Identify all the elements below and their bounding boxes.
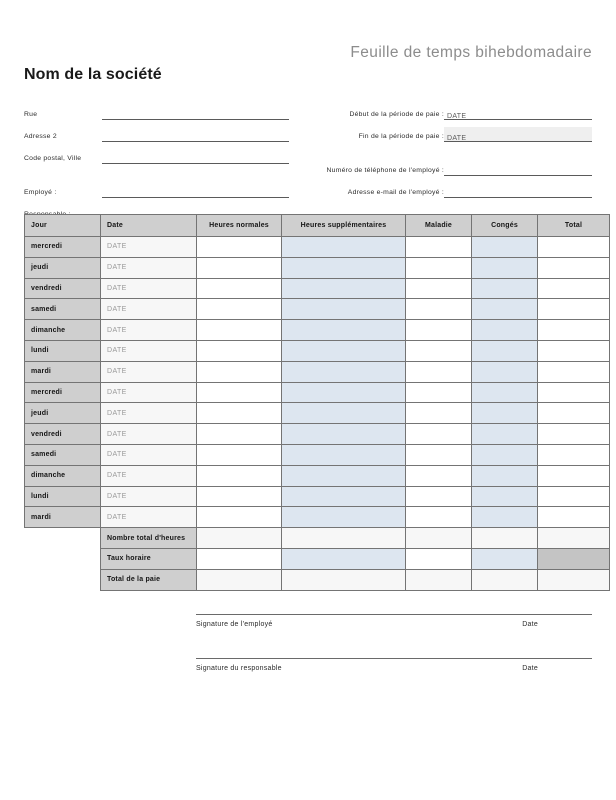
field-value-fin-periode-paie: DATE <box>447 135 467 142</box>
field-rue[interactable] <box>24 98 289 120</box>
cell-day: mardi <box>25 507 101 528</box>
cell-maladie[interactable] <box>406 340 472 361</box>
cell-heures-supplementaires[interactable] <box>282 278 406 299</box>
table-row <box>25 507 610 528</box>
summary-cell-conges[interactable] <box>472 528 538 549</box>
field-value-rue <box>102 113 105 121</box>
cell-total[interactable] <box>538 361 610 382</box>
cell-heures-supplementaires[interactable] <box>282 465 406 486</box>
table-row <box>25 465 610 486</box>
cell-date[interactable]: DATE <box>101 237 197 258</box>
summary-cell-maladie[interactable] <box>406 548 472 569</box>
page-title: Feuille de temps bihebdomadaire <box>350 44 592 61</box>
cell-date[interactable]: DATE <box>101 444 197 465</box>
cell-date[interactable]: DATE <box>101 382 197 403</box>
col-header-heures-supplementaires: Heures supplémentaires <box>282 215 406 237</box>
field-debut-periode-paie[interactable] <box>296 98 592 120</box>
cell-day: lundi <box>25 486 101 507</box>
cell-day: vendredi <box>25 278 101 299</box>
cell-maladie[interactable] <box>406 299 472 320</box>
cell-conges[interactable] <box>472 320 538 341</box>
field-value-code-postal-ville <box>102 157 105 165</box>
cell-conges[interactable] <box>472 444 538 465</box>
field-label-adresse2: Adresse 2 <box>24 133 57 140</box>
field-input-employe[interactable] <box>102 183 289 198</box>
field-email-employe[interactable] <box>296 176 592 198</box>
summary-spacer-cell <box>25 528 101 549</box>
cell-conges[interactable] <box>472 237 538 258</box>
cell-heures-supplementaires[interactable] <box>282 424 406 445</box>
cell-day: lundi <box>25 340 101 361</box>
signature-manager-texts <box>196 659 592 672</box>
table-row <box>25 299 610 320</box>
signature-employee-date-label: Date <box>522 621 538 628</box>
cell-heures-normales[interactable] <box>197 507 282 528</box>
field-telephone-employe[interactable] <box>296 154 592 176</box>
cell-day: dimanche <box>25 465 101 486</box>
field-input-fin-periode-paie[interactable] <box>444 127 592 142</box>
cell-conges[interactable] <box>472 278 538 299</box>
cell-heures-normales[interactable] <box>197 257 282 278</box>
summary-cell-heures-supplementaires[interactable] <box>282 548 406 569</box>
table-row <box>25 237 610 258</box>
field-fin-periode-paie[interactable] <box>296 120 592 142</box>
summary-label: Total de la paie <box>101 569 197 590</box>
field-input-email-employe[interactable] <box>444 183 592 198</box>
summary-cell-maladie[interactable] <box>406 569 472 590</box>
cell-heures-supplementaires[interactable] <box>282 237 406 258</box>
table-row <box>25 257 610 278</box>
cell-heures-normales[interactable] <box>197 403 282 424</box>
summary-cell-heures-normales[interactable] <box>197 528 282 549</box>
field-label-telephone-employe: Numéro de téléphone de l'employé : <box>326 167 444 174</box>
header-row <box>25 215 610 237</box>
table-row <box>25 382 610 403</box>
cell-heures-normales[interactable] <box>197 486 282 507</box>
summary-cell-total[interactable] <box>538 528 610 549</box>
col-header-total: Total <box>538 215 610 237</box>
table-row <box>25 486 610 507</box>
cell-date[interactable]: DATE <box>101 507 197 528</box>
cell-day: mercredi <box>25 382 101 403</box>
cell-heures-normales[interactable] <box>197 278 282 299</box>
summary-cell-total[interactable] <box>538 548 610 569</box>
summary-spacer-cell <box>25 569 101 590</box>
table-row <box>25 320 610 341</box>
cell-total[interactable] <box>538 237 610 258</box>
field-input-telephone-employe[interactable] <box>444 161 592 176</box>
summary-cell-conges[interactable] <box>472 569 538 590</box>
col-header-conges: Congés <box>472 215 538 237</box>
table-row <box>25 340 610 361</box>
col-header-heures-normales: Heures normales <box>197 215 282 237</box>
cell-maladie[interactable] <box>406 424 472 445</box>
cell-total[interactable] <box>538 465 610 486</box>
cell-maladie[interactable] <box>406 403 472 424</box>
cell-date[interactable]: DATE <box>101 403 197 424</box>
col-header-date: Date <box>101 215 197 237</box>
cell-heures-normales[interactable] <box>197 361 282 382</box>
cell-heures-normales[interactable] <box>197 382 282 403</box>
field-label-employe: Employé : <box>24 189 57 196</box>
field-value-telephone-employe <box>444 169 447 177</box>
cell-conges[interactable] <box>472 403 538 424</box>
timesheet-header <box>25 215 610 237</box>
cell-maladie[interactable] <box>406 382 472 403</box>
cell-heures-normales[interactable] <box>197 340 282 361</box>
cell-heures-supplementaires[interactable] <box>282 340 406 361</box>
cell-date[interactable]: DATE <box>101 299 197 320</box>
summary-cell-maladie[interactable] <box>406 528 472 549</box>
cell-maladie[interactable] <box>406 320 472 341</box>
cell-total[interactable] <box>538 340 610 361</box>
field-input-rue[interactable] <box>102 105 289 120</box>
summary-label: Nombre total d'heures <box>101 528 197 549</box>
cell-conges[interactable] <box>472 257 538 278</box>
signature-employee-label: Signature de l'employé <box>196 621 273 628</box>
summary-row <box>25 569 610 590</box>
field-label-rue: Rue <box>24 111 38 118</box>
cell-maladie[interactable] <box>406 486 472 507</box>
cell-heures-normales[interactable] <box>197 320 282 341</box>
summary-label: Taux horaire <box>101 548 197 569</box>
cell-heures-supplementaires[interactable] <box>282 382 406 403</box>
cell-date[interactable]: DATE <box>101 486 197 507</box>
cell-maladie[interactable] <box>406 444 472 465</box>
summary-cell-heures-normales[interactable] <box>197 569 282 590</box>
cell-maladie[interactable] <box>406 361 472 382</box>
cell-heures-supplementaires[interactable] <box>282 403 406 424</box>
summary-cell-heures-normales[interactable] <box>197 548 282 569</box>
cell-heures-normales[interactable] <box>197 444 282 465</box>
cell-conges[interactable] <box>472 486 538 507</box>
cell-heures-supplementaires[interactable] <box>282 361 406 382</box>
cell-maladie[interactable] <box>406 507 472 528</box>
summary-cell-total[interactable] <box>538 569 610 590</box>
cell-heures-supplementaires[interactable] <box>282 486 406 507</box>
cell-date[interactable]: DATE <box>101 340 197 361</box>
cell-total[interactable] <box>538 403 610 424</box>
table-row <box>25 278 610 299</box>
field-input-debut-periode-paie[interactable] <box>444 105 592 120</box>
field-label-email-employe: Adresse e-mail de l'employé : <box>347 189 444 196</box>
signature-employee-block <box>196 614 592 628</box>
cell-day: dimanche <box>25 320 101 341</box>
cell-day: vendredi <box>25 424 101 445</box>
field-code-postal-ville[interactable] <box>24 142 289 164</box>
signature-manager-block <box>196 658 592 672</box>
cell-total[interactable] <box>538 424 610 445</box>
cell-heures-supplementaires[interactable] <box>282 444 406 465</box>
field-value-email-employe <box>444 191 447 199</box>
cell-total[interactable] <box>538 507 610 528</box>
cell-conges[interactable] <box>472 424 538 445</box>
cell-heures-supplementaires[interactable] <box>282 299 406 320</box>
cell-heures-normales[interactable] <box>197 237 282 258</box>
cell-day: samedi <box>25 299 101 320</box>
company-name: Nom de la société <box>24 66 162 83</box>
field-adresse2[interactable] <box>24 120 289 142</box>
cell-day: jeudi <box>25 257 101 278</box>
field-value-adresse2 <box>102 135 105 143</box>
cell-heures-supplementaires[interactable] <box>282 507 406 528</box>
cell-maladie[interactable] <box>406 257 472 278</box>
cell-total[interactable] <box>538 486 610 507</box>
table-row <box>25 361 610 382</box>
field-label-debut-periode-paie: Début de la période de paie : <box>349 111 444 118</box>
field-employe[interactable] <box>24 176 289 198</box>
cell-heures-supplementaires[interactable] <box>282 320 406 341</box>
signature-employee-texts <box>196 615 592 628</box>
left-info-column <box>24 98 289 220</box>
cell-maladie[interactable] <box>406 237 472 258</box>
signature-manager-date-label: Date <box>522 665 538 672</box>
cell-maladie[interactable] <box>406 465 472 486</box>
cell-date[interactable]: DATE <box>101 320 197 341</box>
cell-conges[interactable] <box>472 507 538 528</box>
cell-conges[interactable] <box>472 299 538 320</box>
field-value-employe <box>102 191 105 199</box>
cell-heures-normales[interactable] <box>197 299 282 320</box>
col-header-maladie: Maladie <box>406 215 472 237</box>
cell-total[interactable] <box>538 444 610 465</box>
cell-heures-supplementaires[interactable] <box>282 257 406 278</box>
cell-date[interactable]: DATE <box>101 465 197 486</box>
cell-day: mercredi <box>25 237 101 258</box>
field-label-code-postal-ville: Code postal, Ville <box>24 155 82 162</box>
cell-total[interactable] <box>538 299 610 320</box>
field-label-fin-periode-paie: Fin de la période de paie : <box>358 133 444 140</box>
cell-date[interactable]: DATE <box>101 257 197 278</box>
spacer-right <box>296 142 592 154</box>
cell-date[interactable]: DATE <box>101 278 197 299</box>
field-input-code-postal-ville[interactable] <box>102 149 289 164</box>
field-input-adresse2[interactable] <box>102 127 289 142</box>
cell-heures-normales[interactable] <box>197 465 282 486</box>
cell-day: mardi <box>25 361 101 382</box>
cell-total[interactable] <box>538 382 610 403</box>
summary-row <box>25 528 610 549</box>
timesheet-table <box>24 214 610 591</box>
cell-conges[interactable] <box>472 361 538 382</box>
summary-row <box>25 548 610 569</box>
field-value-debut-periode-paie: DATE <box>447 113 467 120</box>
table-row <box>25 424 610 445</box>
cell-total[interactable] <box>538 257 610 278</box>
col-header-jour: Jour <box>25 215 101 237</box>
cell-day: samedi <box>25 444 101 465</box>
timesheet-body <box>25 237 610 591</box>
cell-heures-normales[interactable] <box>197 424 282 445</box>
cell-conges[interactable] <box>472 382 538 403</box>
spacer-left <box>24 164 289 176</box>
cell-date[interactable]: DATE <box>101 361 197 382</box>
cell-conges[interactable] <box>472 340 538 361</box>
cell-total[interactable] <box>538 278 610 299</box>
table-row <box>25 444 610 465</box>
summary-spacer-cell <box>25 548 101 569</box>
cell-total[interactable] <box>538 320 610 341</box>
cell-day: jeudi <box>25 403 101 424</box>
summary-cell-heures-supplementaires[interactable] <box>282 528 406 549</box>
cell-maladie[interactable] <box>406 278 472 299</box>
summary-cell-conges[interactable] <box>472 548 538 569</box>
cell-conges[interactable] <box>472 465 538 486</box>
cell-date[interactable]: DATE <box>101 424 197 445</box>
table-row <box>25 403 610 424</box>
summary-cell-heures-supplementaires[interactable] <box>282 569 406 590</box>
signature-manager-label: Signature du responsable <box>196 665 282 672</box>
right-info-column <box>296 98 592 198</box>
